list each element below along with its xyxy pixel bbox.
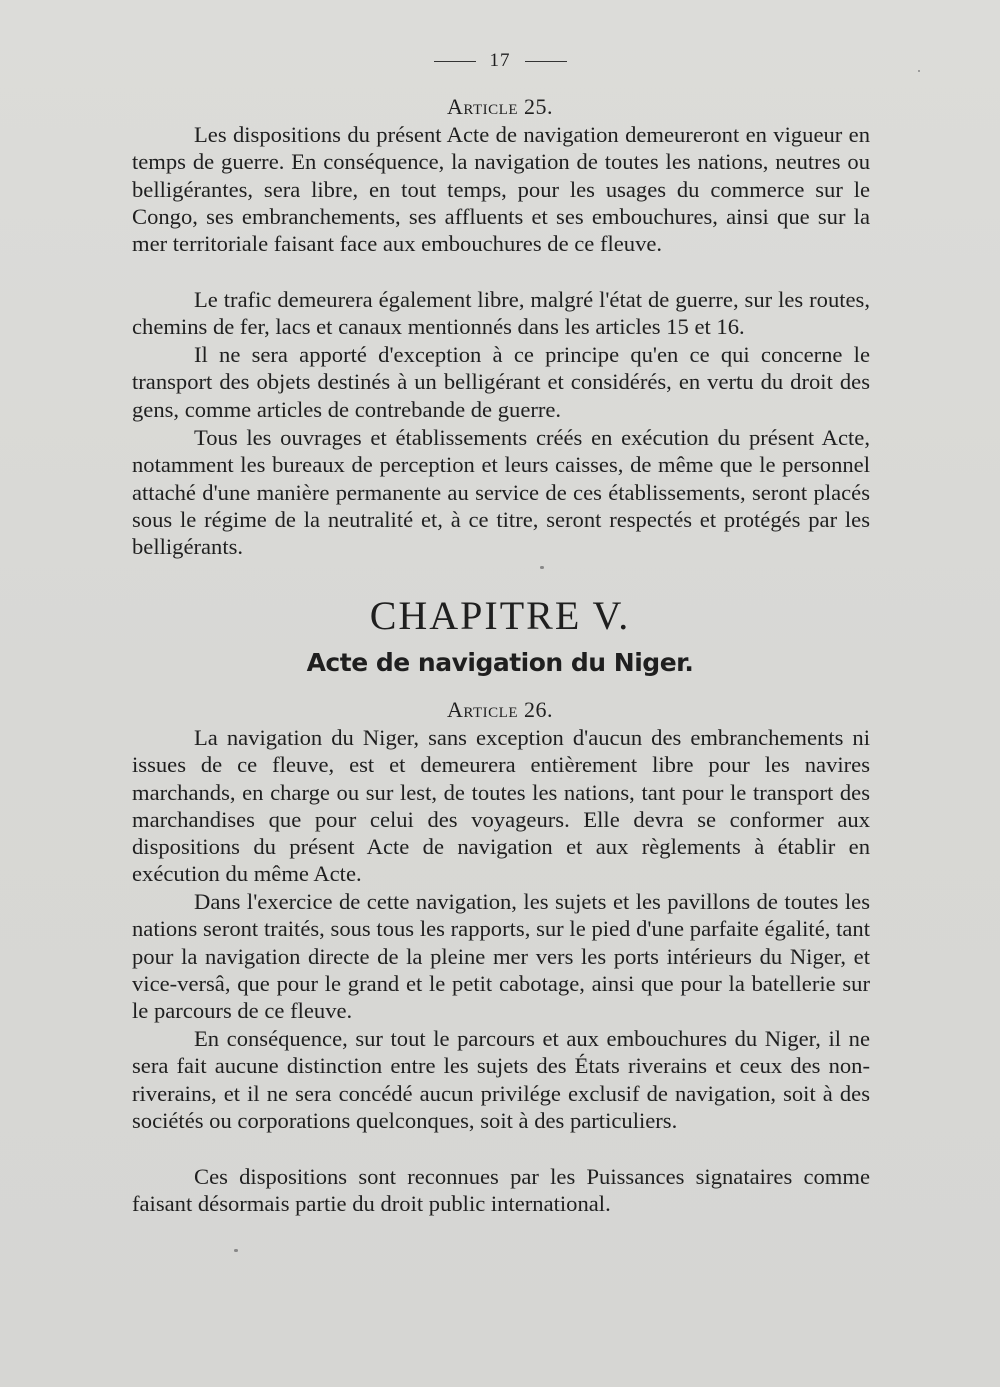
article-26-paragraph-3: En conséquence, sur tout le parcours et aux embouchures du Niger, il ne sera fait aucune distinction entre les sujets des États riverains et ceux des non-riverains, et il ne sera concédé aucun privilége exclusif de navigation, soit à des sociétés ou corporations quelconques, soit à des particuliers. [132, 1026, 870, 1133]
article-25-paragraph-2: Le trafic demeurera également libre, malgré l'état de guerre, sur les routes, chemins de fer, lacs et canaux mentionnés dans les articles 15 et 16. [132, 287, 870, 340]
paper-speck [540, 566, 544, 569]
article-26-paragraph-2: Dans l'exercice de cette navigation, les sujets et les pavillons de toutes les nations seront traités, sous tous les rapports, sur le pied d'une parfaite égalité, tant pour la navigation directe de la pleine mer vers les ports intérieurs du Niger, et vice-versâ, que pour le grand et le petit cabotage, ainsi que pour la batellerie sur le parcours de ce fleuve. [132, 889, 870, 1024]
article-25-paragraph-3: Il ne sera apporté d'exception à ce principe qu'en ce qui concerne le transport des objets destinés à un belligérant et considérés, en vertu du droit des gens, comme articles de contrebande de guerre. [132, 342, 870, 422]
article-26-paragraph-1: La navigation du Niger, sans exception d'aucun des embranchements ni issues de ce fleuve, est et demeurera entièrement libre pour les navires marchands, en charge ou sur lest, de toutes les nations, tant pour le transport des marchandises que pour celui des voyageurs. Elle devra se conformer aux dispositions du présent Acte de navigation et aux règlements à établir en exécution du même Acte. [132, 725, 870, 887]
article-25-title: Article 25. [447, 94, 553, 119]
page-number: 17 [489, 50, 511, 71]
paper-speck [918, 70, 920, 72]
article-26-title: Article 26. [447, 697, 553, 722]
page-header [0, 50, 1000, 72]
header-rule-right [525, 61, 567, 62]
article-25-paragraph-1: Les dispositions du présent Acte de navigation demeureront en vigueur en temps de guerre. En conséquence, la navigation de toutes les nations, neutres ou belligérantes, sera libre, en tout temps, pour les usages du commerce sur le Congo, ses embranchements, ses affluents et ses embouchures, ainsi que sur la mer territoriale faisant face aux embouchures de ce fleuve. [132, 122, 870, 257]
article-25-paragraph-4: Tous les ouvrages et établissements créés en exécution du présent Acte, notamment les bureaux de perception et leurs caisses, de même que le personnel attaché d'une manière permanente au service de ces établissements, seront placés sous le régime de la neutralité et, à ce titre, seront respectés et protégés par les belligérants. [132, 425, 870, 560]
chapter-title: CHAPITRE V. [369, 593, 631, 638]
chapter-subtitle: Acte de navigation du Niger. [306, 648, 694, 677]
header-rule-left [434, 61, 476, 62]
article-26-paragraph-4: Ces dispositions sont reconnues par les Puissances signataires comme faisant désormais partie du droit public international. [132, 1164, 870, 1217]
paper-speck [234, 1249, 238, 1252]
